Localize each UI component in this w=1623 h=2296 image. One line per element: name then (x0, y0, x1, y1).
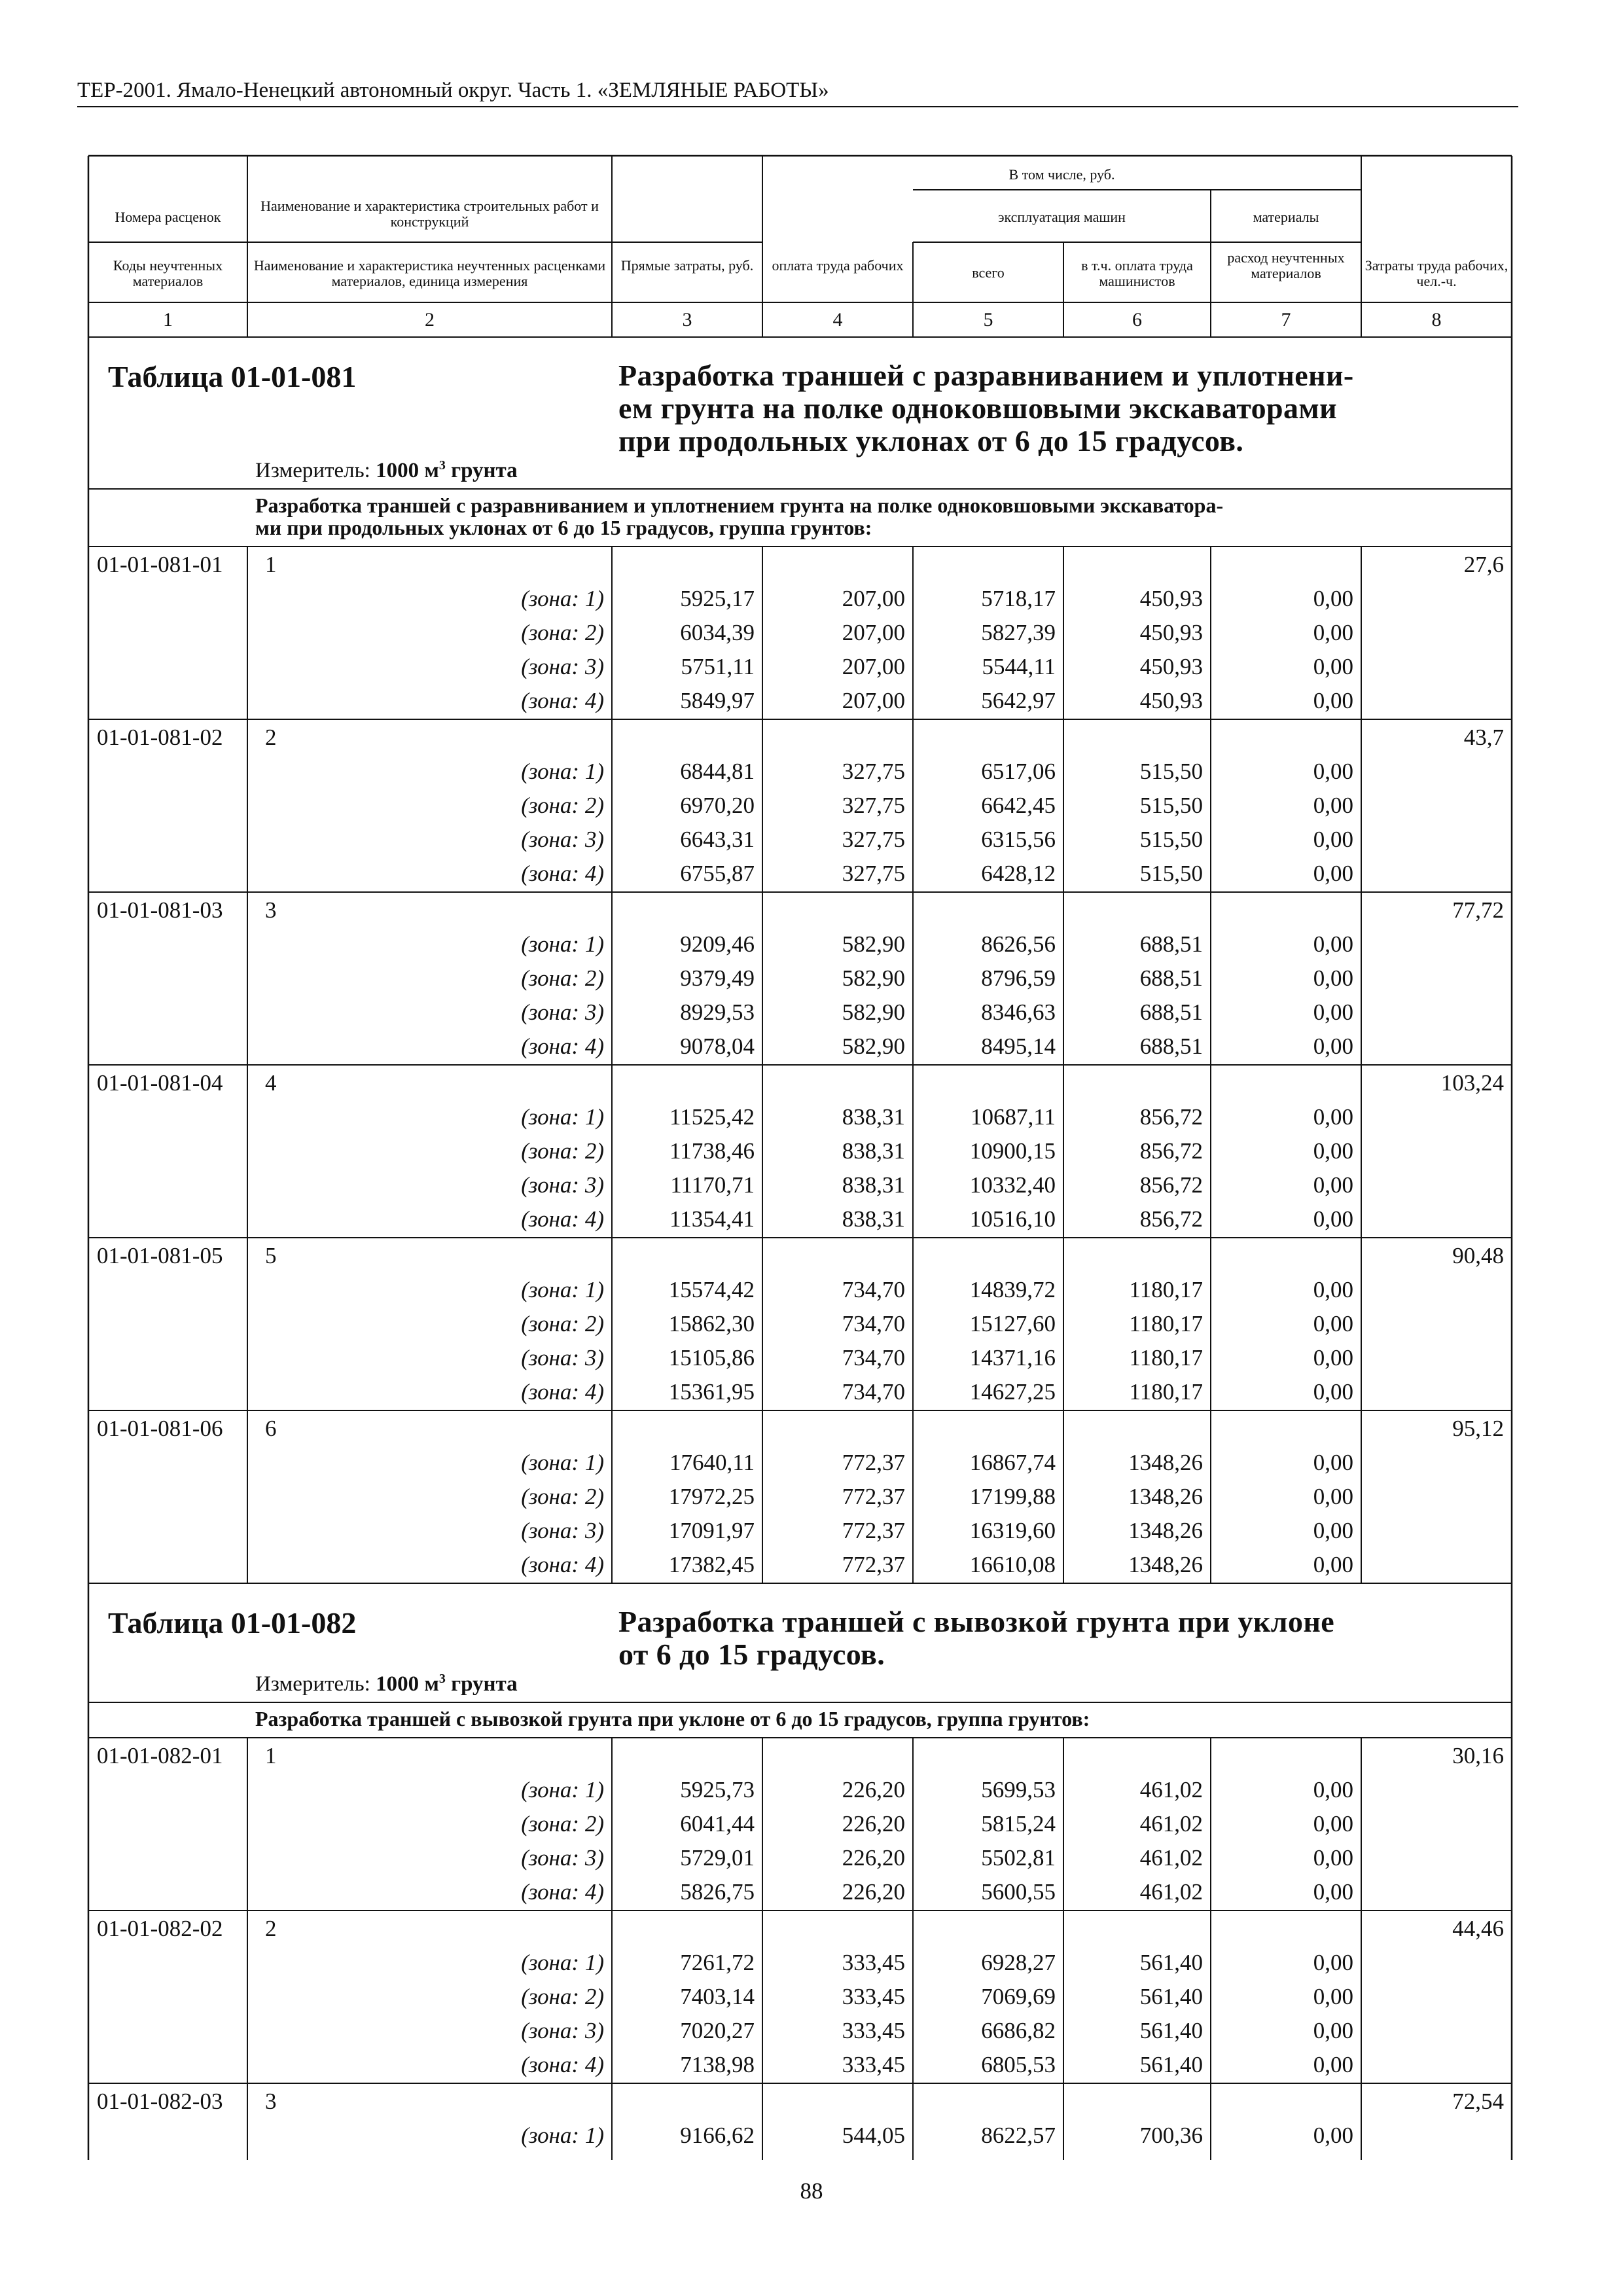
material-cost: 0,00 (1313, 1206, 1353, 1232)
machinist-pay: 688,51 (1139, 965, 1203, 991)
direct-cost: 7261,72 (680, 1950, 755, 1975)
direct-cost: 7020,27 (680, 2018, 755, 2043)
page-header: ТЕР-2001. Ямало-Ненецкий автономный округ. Часть 1. «ЗЕМЛЯНЫЕ РАБОТЫ» (77, 79, 829, 102)
rate-code: 01-01-081-02 (97, 725, 223, 750)
direct-cost: 5826,75 (680, 1879, 755, 1905)
material-cost: 0,00 (1313, 620, 1353, 645)
worker-pay: 226,20 (842, 1811, 905, 1837)
zone-label: (зона: 2) (521, 1984, 604, 2009)
machine-total: 16867,74 (969, 1450, 1056, 1475)
direct-cost: 11170,71 (670, 1172, 755, 1198)
machine-total: 8626,56 (981, 931, 1056, 957)
zone-label: (зона: 2) (521, 1311, 604, 1336)
material-cost: 0,00 (1313, 1172, 1353, 1198)
machine-total: 5642,97 (981, 688, 1056, 713)
machinist-pay: 1180,17 (1129, 1379, 1203, 1405)
machine-total: 10900,15 (969, 1138, 1056, 1164)
material-cost: 0,00 (1313, 1984, 1353, 2009)
worker-pay: 327,75 (842, 793, 905, 818)
machine-total: 14627,25 (969, 1379, 1056, 1405)
machine-total: 6642,45 (981, 793, 1056, 818)
machinist-pay: 561,40 (1139, 1950, 1203, 1975)
table-title-line: Разработка траншей с разравниванием и уплотнени- (618, 359, 1354, 392)
worker-pay: 582,90 (842, 931, 905, 957)
header-unaccounted-materials: расход неучтенных материалов (1227, 249, 1345, 281)
zone-label: (зона: 1) (521, 759, 604, 784)
table-label: Таблица 01-01-082 (108, 1606, 357, 1640)
machinist-pay: 461,02 (1139, 1777, 1203, 1803)
column-number: 5 (983, 309, 993, 331)
worker-pay: 772,37 (842, 1450, 905, 1475)
direct-cost: 15574,42 (668, 1277, 755, 1302)
machine-total: 8622,57 (981, 2123, 1056, 2148)
machinist-pay: 515,50 (1139, 861, 1203, 886)
machinist-pay: 1180,17 (1129, 1311, 1203, 1336)
zone-label: (зона: 1) (521, 1277, 604, 1302)
machinist-pay: 450,93 (1139, 654, 1203, 679)
machine-total: 5699,53 (981, 1777, 1056, 1803)
direct-cost: 9078,04 (680, 1033, 755, 1059)
worker-pay: 582,90 (842, 1033, 905, 1059)
worker-pay: 333,45 (842, 1950, 905, 1975)
direct-cost: 6844,81 (680, 759, 755, 784)
rate-code: 01-01-082-02 (97, 1916, 223, 1941)
group-subheading: Разработка траншей с вывозкой грунта при уклоне от 6 до 15 градусов, группа грунтов: (255, 1707, 1090, 1731)
header-divider (77, 106, 1518, 107)
soil-group: 1 (265, 1743, 277, 1768)
direct-cost: 17091,97 (668, 1518, 755, 1543)
measure-prefix: Измеритель: (255, 1672, 376, 1696)
material-cost: 0,00 (1313, 2123, 1353, 2148)
labor-cost: 44,46 (1452, 1916, 1504, 1941)
table-title-line: при продольных уклонах от 6 до 15 градусов. (618, 424, 1244, 457)
zone-label: (зона: 1) (521, 931, 604, 957)
header-worker-pay: оплата труда рабочих (772, 257, 904, 274)
header-direct-costs: Прямые затраты, руб. (620, 257, 754, 274)
machinist-pay: 856,72 (1139, 1138, 1203, 1164)
labor-cost: 72,54 (1452, 2089, 1504, 2114)
direct-cost: 17972,25 (668, 1484, 755, 1509)
material-cost: 0,00 (1313, 965, 1353, 991)
measure-unit (255, 1672, 518, 1695)
rate-code: 01-01-081-05 (97, 1243, 223, 1268)
machinist-pay: 515,50 (1139, 827, 1203, 852)
direct-cost: 7138,98 (680, 2052, 755, 2077)
zone-label: (зона: 1) (521, 2123, 604, 2148)
machine-total: 8495,14 (981, 1033, 1056, 1059)
zone-label: (зона: 1) (521, 586, 604, 611)
rate-code: 01-01-081-04 (97, 1070, 223, 1096)
worker-pay: 207,00 (842, 620, 905, 645)
material-cost: 0,00 (1313, 1379, 1353, 1405)
worker-pay: 772,37 (842, 1518, 905, 1543)
zone-label: (зона: 1) (521, 1450, 604, 1475)
header-rate-number: Номера расценок (115, 209, 221, 225)
machine-total: 5815,24 (981, 1811, 1056, 1837)
material-cost: 0,00 (1313, 1345, 1353, 1371)
worker-pay: 772,37 (842, 1484, 905, 1509)
direct-cost: 5729,01 (680, 1845, 755, 1871)
zone-label: (зона: 1) (521, 1950, 604, 1975)
machinist-pay: 856,72 (1139, 1206, 1203, 1232)
material-cost: 0,00 (1313, 2052, 1353, 2077)
zone-label: (зона: 3) (521, 827, 604, 852)
labor-cost: 95,12 (1452, 1416, 1504, 1441)
machine-total: 6517,06 (981, 759, 1056, 784)
material-cost: 0,00 (1313, 1104, 1353, 1130)
direct-cost: 5751,11 (681, 654, 755, 679)
machinist-pay: 515,50 (1139, 759, 1203, 784)
machine-total: 10687,11 (971, 1104, 1056, 1130)
worker-pay: 333,45 (842, 2018, 905, 2043)
soil-group: 6 (265, 1416, 277, 1441)
material-cost: 0,00 (1313, 1277, 1353, 1302)
table-title-line: ем грунта на полке одноковшовыми экскаваторами (618, 391, 1338, 425)
labor-cost: 77,72 (1452, 897, 1504, 923)
machine-total: 10516,10 (969, 1206, 1056, 1232)
material-cost: 0,00 (1313, 1811, 1353, 1837)
machinist-pay: 700,36 (1139, 2123, 1203, 2148)
header-machine-total: всего (972, 264, 1005, 281)
zone-label: (зона: 3) (521, 1845, 604, 1871)
zone-label: (зона: 4) (521, 1206, 604, 1232)
material-cost: 0,00 (1313, 793, 1353, 818)
column-number: 2 (425, 309, 435, 331)
soil-group: 4 (265, 1070, 277, 1096)
machine-total: 6428,12 (981, 861, 1056, 886)
material-cost: 0,00 (1313, 999, 1353, 1025)
labor-cost: 30,16 (1452, 1743, 1504, 1768)
zone-label: (зона: 4) (521, 861, 604, 886)
column-number: 8 (1431, 309, 1442, 331)
machinist-pay: 1348,26 (1128, 1484, 1203, 1509)
material-cost: 0,00 (1313, 1311, 1353, 1336)
soil-group: 3 (265, 897, 277, 923)
material-cost: 0,00 (1313, 1879, 1353, 1905)
zone-label: (зона: 4) (521, 1379, 604, 1405)
machine-total: 7069,69 (981, 1984, 1056, 2009)
direct-cost: 8929,53 (680, 999, 755, 1025)
worker-pay: 333,45 (842, 2052, 905, 2077)
soil-group: 2 (265, 725, 277, 750)
zone-label: (зона: 2) (521, 1484, 604, 1509)
soil-group: 3 (265, 2089, 277, 2114)
material-cost: 0,00 (1313, 1033, 1353, 1059)
zone-label: (зона: 3) (521, 2018, 604, 2043)
worker-pay: 327,75 (842, 759, 905, 784)
zone-label: (зона: 4) (521, 1879, 604, 1905)
machinist-pay: 688,51 (1139, 999, 1203, 1025)
machine-total: 17199,88 (969, 1484, 1056, 1509)
header-labor-costs: Затраты труда рабочих, чел.-ч. (1364, 257, 1508, 289)
direct-cost: 15361,95 (668, 1379, 755, 1405)
machinist-pay: 561,40 (1139, 1984, 1203, 2009)
worker-pay: 327,75 (842, 861, 905, 886)
zone-label: (зона: 1) (521, 1104, 604, 1130)
labor-cost: 103,24 (1440, 1070, 1504, 1096)
measure-exponent: 3 (438, 1672, 446, 1686)
machine-total: 8796,59 (981, 965, 1056, 991)
direct-cost: 9166,62 (680, 2123, 755, 2148)
header-including: В том числе, руб. (1008, 166, 1115, 183)
header-material-names: Наименование и характеристика неучтенных расценками материалов, единица измерения (253, 257, 606, 289)
machinist-pay: 856,72 (1139, 1104, 1203, 1130)
machine-total: 5502,81 (981, 1845, 1056, 1871)
material-cost: 0,00 (1313, 1950, 1353, 1975)
worker-pay: 327,75 (842, 827, 905, 852)
machinist-pay: 1348,26 (1128, 1518, 1203, 1543)
direct-cost: 5849,97 (680, 688, 755, 713)
machinist-pay: 450,93 (1139, 620, 1203, 645)
measure-value: 1000 $м^3$ (376, 458, 446, 482)
machinist-pay: 856,72 (1139, 1172, 1203, 1198)
measure-suffix: грунта (445, 1672, 518, 1696)
rate-code: 01-01-081-01 (97, 552, 223, 577)
worker-pay: 207,00 (842, 586, 905, 611)
soil-group: 2 (265, 1916, 277, 1941)
direct-cost: 17640,11 (669, 1450, 755, 1475)
table-title-line: от 6 до 15 градусов. (618, 1638, 885, 1671)
zone-label: (зона: 4) (521, 688, 604, 713)
machine-total: 5827,39 (981, 620, 1056, 645)
machine-total: 5600,55 (981, 1879, 1056, 1905)
machine-total: 16610,08 (969, 1552, 1056, 1577)
direct-cost: 6643,31 (680, 827, 755, 852)
machine-total: 5544,11 (982, 654, 1056, 679)
material-cost: 0,00 (1313, 654, 1353, 679)
machine-total: 14371,16 (969, 1345, 1056, 1371)
direct-cost: 15105,86 (668, 1345, 755, 1371)
zone-label: (зона: 2) (521, 965, 604, 991)
machinist-pay: 1180,17 (1129, 1277, 1203, 1302)
machine-total: 16319,60 (969, 1518, 1056, 1543)
group-subheading: ми при продольных уклонах от 6 до 15 градусов, группа грунтов: (255, 516, 872, 539)
material-cost: 0,00 (1313, 1450, 1353, 1475)
machine-total: 14839,72 (969, 1277, 1056, 1302)
worker-pay: 226,20 (842, 1845, 905, 1871)
zone-label: (зона: 3) (521, 999, 604, 1025)
zone-label: (зона: 4) (521, 2052, 604, 2077)
material-cost: 0,00 (1313, 759, 1353, 784)
worker-pay: 226,20 (842, 1879, 905, 1905)
machinist-pay: 461,02 (1139, 1845, 1203, 1871)
zone-label: (зона: 3) (521, 654, 604, 679)
machinist-pay: 688,51 (1139, 931, 1203, 957)
rate-code: 01-01-081-03 (97, 897, 223, 923)
labor-cost: 90,48 (1452, 1243, 1504, 1268)
worker-pay: 838,31 (842, 1172, 905, 1198)
worker-pay: 207,00 (842, 654, 905, 679)
material-cost: 0,00 (1313, 1845, 1353, 1871)
machinist-pay: 450,93 (1139, 688, 1203, 713)
measure-suffix: грунта (445, 459, 518, 482)
machine-total: 6928,27 (981, 1950, 1056, 1975)
worker-pay: 734,70 (842, 1345, 905, 1371)
zone-label: (зона: 3) (521, 1172, 604, 1198)
zone-label: (зона: 3) (521, 1518, 604, 1543)
material-cost: 0,00 (1313, 688, 1353, 713)
table-label: Таблица 01-01-081 (108, 360, 357, 393)
worker-pay: 544,05 (842, 2123, 905, 2148)
column-number: 1 (163, 309, 173, 331)
rate-code: 01-01-082-01 (97, 1743, 223, 1768)
machine-total: 6686,82 (981, 2018, 1056, 2043)
worker-pay: 838,31 (842, 1138, 905, 1164)
machinist-pay: 688,51 (1139, 1033, 1203, 1059)
direct-cost: 11354,41 (669, 1206, 755, 1232)
direct-cost: 17382,45 (668, 1552, 755, 1577)
material-cost: 0,00 (1313, 1484, 1353, 1509)
worker-pay: 333,45 (842, 1984, 905, 2009)
direct-cost: 6755,87 (680, 861, 755, 886)
worker-pay: 582,90 (842, 965, 905, 991)
zone-label: (зона: 2) (521, 1811, 604, 1837)
worker-pay: 734,70 (842, 1277, 905, 1302)
measure-unit (255, 459, 518, 482)
zone-label: (зона: 3) (521, 1345, 604, 1371)
machinist-pay: 561,40 (1139, 2018, 1203, 2043)
material-cost: 0,00 (1313, 861, 1353, 886)
machine-total: 5718,17 (981, 586, 1056, 611)
direct-cost: 15862,30 (668, 1311, 755, 1336)
measure-prefix: Измеритель: (255, 459, 376, 482)
machine-total: 8346,63 (981, 999, 1056, 1025)
direct-cost: 5925,17 (680, 586, 755, 611)
machinist-pay: 1348,26 (1128, 1552, 1203, 1577)
worker-pay: 207,00 (842, 688, 905, 713)
measure-value: 1000 $м^3$ (376, 1672, 446, 1696)
rate-code: 01-01-081-06 (97, 1416, 223, 1441)
material-cost: 0,00 (1313, 1777, 1353, 1803)
zone-label: (зона: 2) (521, 620, 604, 645)
zone-label: (зона: 4) (521, 1033, 604, 1059)
column-number: 4 (832, 309, 843, 331)
group-subheading: Разработка траншей с разравниванием и уплотнением грунта на полке одноковшовыми экскаватора- (255, 493, 1224, 517)
direct-cost: 6970,20 (680, 793, 755, 818)
zone-label: (зона: 1) (521, 1777, 604, 1803)
soil-group: 1 (265, 552, 277, 577)
machinist-pay: 515,50 (1139, 793, 1203, 818)
table-title-line: Разработка траншей с вывозкой грунта при уклоне (618, 1605, 1335, 1638)
rate-code: 01-01-082-03 (97, 2089, 223, 2114)
worker-pay: 734,70 (842, 1311, 905, 1336)
direct-cost: 5925,73 (680, 1777, 755, 1803)
material-cost: 0,00 (1313, 931, 1353, 957)
machine-total: 10332,40 (969, 1172, 1056, 1198)
material-cost: 0,00 (1313, 827, 1353, 852)
header-work-name: Наименование и характеристика строительных работ и конструкций (260, 198, 599, 230)
zone-label: (зона: 2) (521, 1138, 604, 1164)
measure-exponent: 3 (438, 458, 446, 473)
material-cost: 0,00 (1313, 2018, 1353, 2043)
labor-cost: 27,6 (1463, 552, 1504, 577)
machinist-pay: 561,40 (1139, 2052, 1203, 2077)
direct-cost: 9379,49 (680, 965, 755, 991)
worker-pay: 734,70 (842, 1379, 905, 1405)
zone-label: (зона: 2) (521, 793, 604, 818)
machine-total: 6315,56 (981, 827, 1056, 852)
column-number: 7 (1281, 309, 1291, 331)
header-materials: материалы (1253, 209, 1319, 225)
worker-pay: 838,31 (842, 1206, 905, 1232)
worker-pay: 582,90 (842, 999, 905, 1025)
material-cost: 0,00 (1313, 1518, 1353, 1543)
machine-total: 6805,53 (981, 2052, 1056, 2077)
worker-pay: 838,31 (842, 1104, 905, 1130)
labor-cost: 43,7 (1463, 725, 1504, 750)
machinist-pay: 461,02 (1139, 1879, 1203, 1905)
machinist-pay: 1348,26 (1128, 1450, 1203, 1475)
worker-pay: 772,37 (842, 1552, 905, 1577)
zone-label: (зона: 4) (521, 1552, 604, 1577)
direct-cost: 9209,46 (680, 931, 755, 957)
material-cost: 0,00 (1313, 1138, 1353, 1164)
material-cost: 0,00 (1313, 1552, 1353, 1577)
header-machine-operation: эксплуатация машин (998, 209, 1126, 225)
page-number: 88 (800, 2178, 823, 2204)
header-machinist-pay: в т.ч. оплата труда машинистов (1081, 257, 1193, 289)
header-material-codes: Коды неучтенных материалов (113, 257, 223, 289)
column-number: 6 (1132, 309, 1142, 331)
direct-cost: 6034,39 (680, 620, 755, 645)
direct-cost: 6041,44 (680, 1811, 755, 1837)
machinist-pay: 450,93 (1139, 586, 1203, 611)
column-number: 3 (682, 309, 692, 331)
direct-cost: 11738,46 (669, 1138, 755, 1164)
material-cost: 0,00 (1313, 586, 1353, 611)
machinist-pay: 1180,17 (1129, 1345, 1203, 1371)
direct-cost: 11525,42 (669, 1104, 755, 1130)
machinist-pay: 461,02 (1139, 1811, 1203, 1837)
soil-group: 5 (265, 1243, 277, 1268)
machine-total: 15127,60 (969, 1311, 1056, 1336)
worker-pay: 226,20 (842, 1777, 905, 1803)
direct-cost: 7403,14 (680, 1984, 755, 2009)
